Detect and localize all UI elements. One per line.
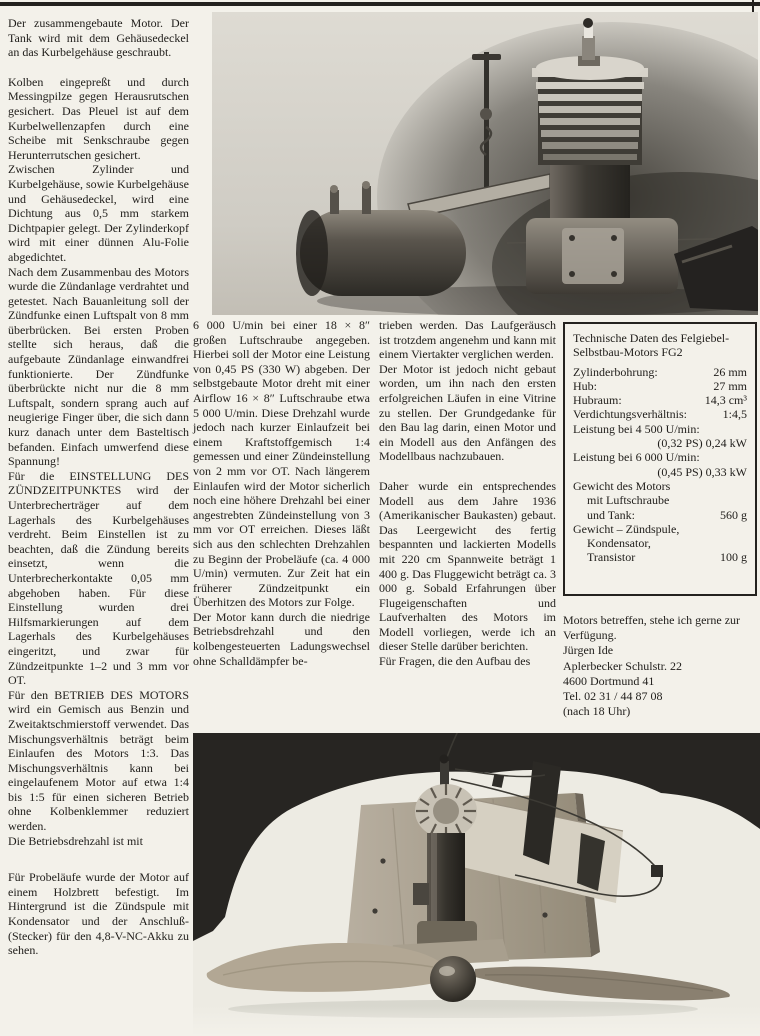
tech-row-compression: Verdichtungsverhältnis: 1:4,5 <box>573 407 747 422</box>
top-rule <box>0 2 760 6</box>
test-stand-illustration <box>193 733 760 1036</box>
tech-row-power-6000-value: (0,45 PS) 0,33 kW <box>657 464 747 479</box>
tech-row-weight-ignition-value: Transistor 100 g <box>587 550 747 565</box>
tech-row-bore: Zylinderbohrung: 26 mm <box>573 364 747 379</box>
tech-row-stroke: Hub: 27 mm <box>573 378 747 393</box>
bottom-photo-caption: Für Probeläufe wurde der Motor auf einem Holzbrett befestigt. Im Hintergrund ist die Zündspule mit Kondensator und der Anschluß-(Stecker) für den 4,8-V-NC-Akku zu sehen. <box>8 870 189 958</box>
technical-data-box <box>563 322 757 596</box>
test-run-photo <box>193 733 760 1036</box>
contact-street: Aplerbecker Schulstr. 22 <box>563 658 682 673</box>
contact-block <box>563 613 758 719</box>
tech-row-weight-motor-2: mit Luftschraube <box>587 493 670 508</box>
paragraph-rpm-lead: Die Betriebsdrehzahl ist mit <box>8 833 143 848</box>
paragraph-timing: Für die EINSTELLUNG DES ZÜNDZEITPUNKTES wird der Unterbrecherträger auf dem Lagerhals des Kurbelgehäuses verdreht. Beim Einstellen ist zu beachten, daß die Zündung bereits einsetzt, wenn die Unterbrecherkontakte 0,05 mm abgehoben haben. Für diese Einstellung wurden drei Hilfsmarkierungen auf dem Lagerhals des Kurbelgehäuses eingeritzt, und zwar für Zündzeitpunkte 1–2 und 3 mm vor OT. <box>8 468 189 688</box>
paragraph-piston: Kolben eingepreßt und durch Messingpilze gegen Herausrutschen gesichert. Das Pleuel ist auf dem Kurbelwellenzapfen durch eine Scheibe mit Senkschraube gegen Herunterrutschen gesichert. <box>8 74 189 162</box>
tech-box-title: Technische Daten des Felgiebel-Selbstbau-Motors FG2 <box>573 331 730 360</box>
top-photo-caption: Der zusammengebaute Motor. Der Tank wird mit dem Gehäusedeckel an das Kurbelgehäuse geschraubt. <box>8 16 189 60</box>
tech-row-weight-motor: Gewicht des Motors <box>573 478 671 493</box>
tech-row-weight-ignition-2: Kondensator, <box>587 536 651 551</box>
text-column-middle <box>193 318 370 668</box>
engine-photo-illustration <box>212 12 758 315</box>
paragraph-questions-lead: Für Fragen, die den Aufbau des <box>379 654 531 669</box>
paragraph-purpose: Der Motor ist jedoch nicht gebaut worden, um ihn nach den ersten erfolgreichen Läufen in eine Vitrine zu stellen. Der Grundgedanke für den Bau lag darin, einen Motor und ein Modell aus den Anfängen des Modellbaus nachzubauen. <box>379 361 556 464</box>
paragraph-fuel-mix: Für den BETRIEB DES MOTORS wird ein Gemisch aus Benzin und Zweitaktschmierstoff verwendet. Das Mischungsverhältnis beträgt beim Einlaufen des Motors 1:3. Das Mischungsverhältnis kann bei eingelaufenem Motor auf etwa 1:4 bis 1:5 für einen sicheren Betrieb ohne Kolbenklemmer reduziert werden. <box>8 687 189 834</box>
paragraph-gasket: Zwischen Zylinder und Kurbelgehäuse, sowie Kurbelgehäuse und Gehäusedeckel, wird eine Dichtung aus 0,5 mm starkem Dichtpapier gelegt. Der Zylinderkopf wird mit einer dünnen Alu-Folie abgedichtet. <box>8 162 189 264</box>
contact-intro: Motors betreffen, stehe ich gerne zur Verfügung. <box>563 613 741 643</box>
contact-hours: (nach 18 Uhr) <box>563 704 631 719</box>
paragraph-performance: 6 000 U/min bei einer 18 × 8″ großen Luftschraube angegeben. Hierbei soll der Motor eine Leistung von 0,45 PS (330 W) abgeben. Der selbstgebaute Motor dreht mit einer Airflow 16 × 8″ Luftschraube etwa 5 000 U/min. Diese Drehzahl wurde jedoch nach kurzer Einlaufzeit bei einem Kraftstoffgemisch 1:4 gemessen und einer Zündeinstellung von 2 mm vor OT. Nach längerem Einlaufen wird der Motor sicherlich noch eine höhere Drehzahl bei einer angestrebten Zündeinstellung von 3 mm vor OT erreichen. Dieses läßt sich aus den schlechten Drehzahlen zu Beginn der Probeläufe (ca. 4 000 U/min) vermuten. Zur Zeit hat ein früherer Zündzeitpunkt ein Überhitzen des Motors zur Folge. <box>193 318 370 610</box>
assembled-engine-photo <box>212 12 758 315</box>
paragraph-ignition-test: Nach dem Zusammenbau des Motors wurde die Zündanlage verdrahtet und getestet. Nach Bauanleitung soll der Zündfunke einen Luftspalt von 8 mm überbrücken. Bei ersten Proben stellte sich heraus, daß die aufgebaute Zündanlage einwandfrei funktionierte. Der Zündfunke überbrückte nicht nur die 8 mm Luftspalt, sondern sprang auch auf neugierige Finger über, die sich dann kurz danach unter dem Basteltisch befanden. Einfach umwerfend diese Spannung! <box>8 264 189 469</box>
tech-row-weight-ignition: Gewicht – Zündspule, <box>573 521 680 536</box>
contact-name: Jürgen Ide <box>563 643 614 658</box>
paragraph-noise-lead: Der Motor kann durch die niedrige Betriebsdrehzahl und den kolbengesteuerten Ladungswechsel ohne Schalldämpfer be- <box>193 609 370 668</box>
tech-row-power-6000: Leistung bei 6 000 U/min: <box>573 450 700 465</box>
tech-row-weight-motor-value: und Tank: 560 g <box>587 507 747 522</box>
text-column-right <box>379 318 556 669</box>
paragraph-model-1936: Daher wurde ein entsprechendes Modell aus dem Jahre 1936 (Amerikanischer Baukasten) gebaut. Das Leergewicht des fertig bespannten und lackierten Modells mit 220 cm Spannweite beträgt 1 400 g. Das Fluggewicht beträgt ca. 3 000 g. Sobald Erfahrungen über Flugeigenschaften und Laufverhalten des Motors im Modell vorliegen, werde ich an dieser Stelle darüber berichten. <box>379 478 556 654</box>
contact-phone: Tel. 02 31 / 44 87 08 <box>563 689 663 704</box>
contact-city: 4600 Dortmund 41 <box>563 673 655 688</box>
text-column-left <box>8 16 189 958</box>
paragraph-noise: trieben werden. Das Laufgeräusch ist trotzdem angenehm und kann mit einem Viertakter verglichen werden. <box>379 318 556 362</box>
tech-row-power-4500-value: (0,32 PS) 0,24 kW <box>657 436 747 451</box>
tech-row-power-4500: Leistung bei 4 500 U/min: <box>573 421 700 436</box>
tech-row-displacement: Hubraum: 14,3 cm³ <box>573 393 747 408</box>
